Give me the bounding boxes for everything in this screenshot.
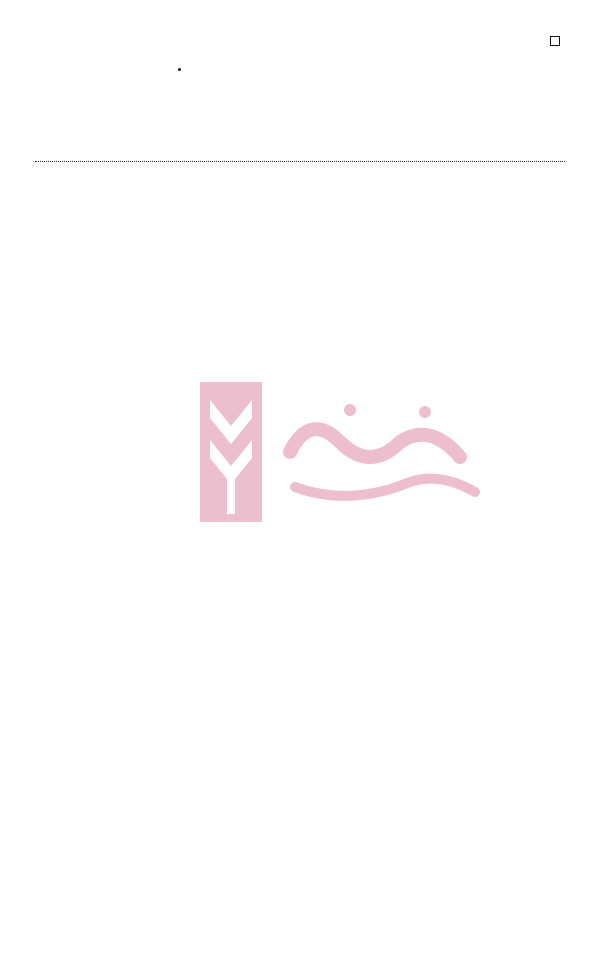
dot-leader bbox=[35, 161, 565, 162]
square-bullet-icon bbox=[550, 36, 560, 46]
table-of-contents bbox=[32, 94, 568, 166]
publisher-logo-watermark bbox=[200, 382, 490, 522]
chapter-8-heading[interactable] bbox=[32, 116, 568, 166]
ink-dot bbox=[178, 68, 181, 71]
page-header bbox=[544, 36, 566, 46]
